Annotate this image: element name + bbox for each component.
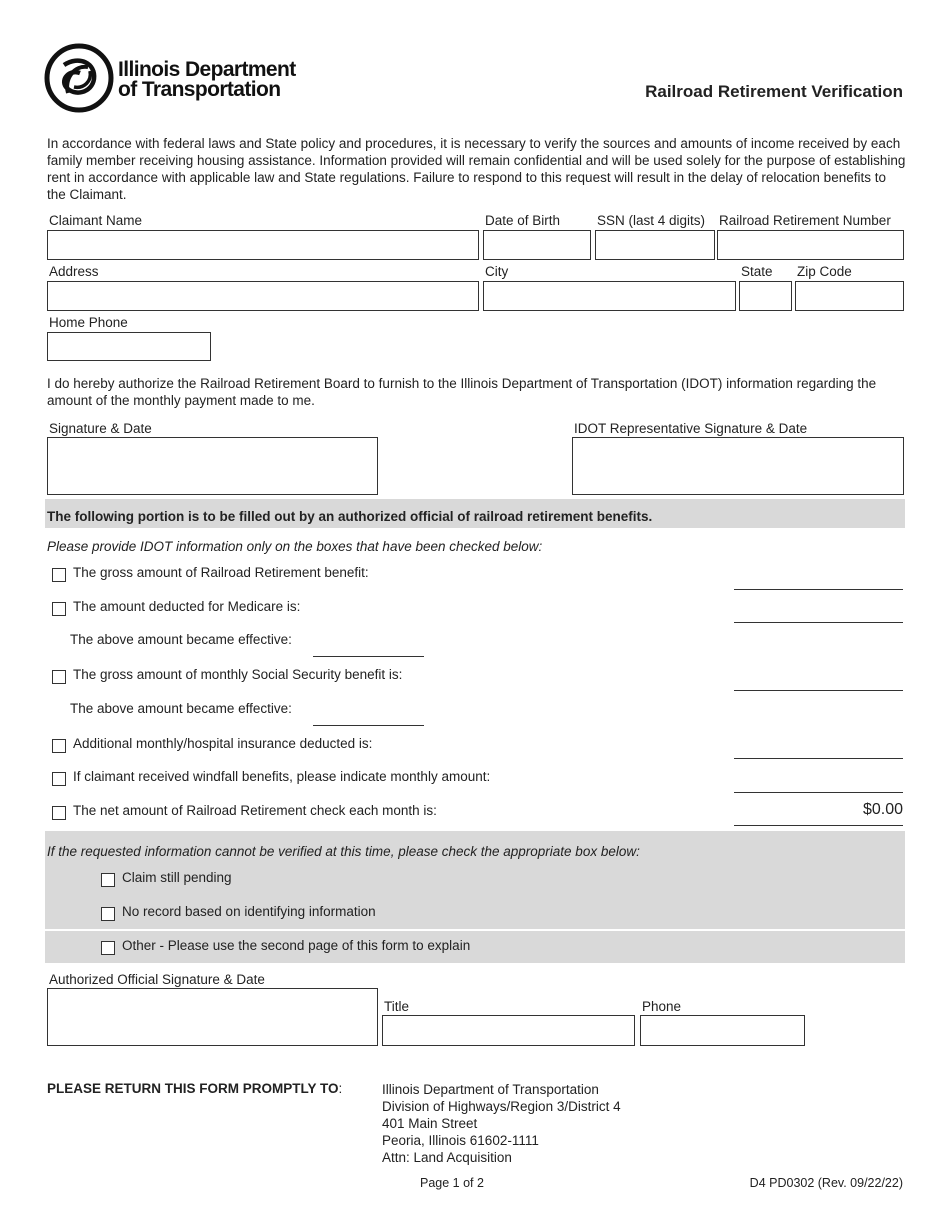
return-line: 401 Main Street — [382, 1116, 478, 1131]
return-label-colon: : — [338, 1081, 343, 1096]
address-field[interactable] — [47, 281, 479, 311]
pending-label: Claim still pending — [122, 870, 232, 885]
form-number: D4 PD0302 (Rev. 09/22/22) — [749, 1176, 903, 1190]
effective2-field[interactable] — [313, 725, 424, 726]
page-number: Page 1 of 2 — [420, 1176, 484, 1190]
return-line: Illinois Department of Transportation — [382, 1082, 599, 1097]
address-label: Address — [49, 264, 99, 279]
rr-number-field[interactable] — [717, 230, 904, 260]
gross-rr-label: The gross amount of Railroad Retirement benefit: — [73, 565, 369, 580]
return-line: Attn: Land Acquisition — [382, 1150, 512, 1165]
official-phone-field[interactable] — [640, 1015, 805, 1046]
gross-ss-checkbox[interactable] — [52, 670, 66, 684]
ssn-label: SSN (last 4 digits) — [597, 213, 706, 228]
state-label: State — [741, 264, 773, 279]
dob-field[interactable] — [483, 230, 591, 260]
insurance-label: Additional monthly/hospital insurance deducted is: — [73, 736, 373, 751]
return-address — [382, 1081, 621, 1166]
home-phone-field[interactable] — [47, 332, 211, 361]
official-phone-label: Phone — [642, 999, 682, 1014]
form-title: Railroad Retirement Verification — [645, 82, 903, 101]
org-name — [118, 60, 296, 100]
pending-checkbox[interactable] — [101, 873, 115, 887]
official-heading: The following portion is to be filled out by an authorized official of railroad retirement benefits. — [47, 509, 653, 524]
zip-field[interactable] — [795, 281, 904, 311]
other-checkbox[interactable] — [101, 941, 115, 955]
rr-number-label: Railroad Retirement Number — [719, 213, 891, 228]
city-label: City — [485, 264, 509, 279]
idot-logo — [44, 43, 114, 113]
effective1-label: The above amount became effective: — [70, 632, 292, 647]
return-label — [47, 1081, 342, 1096]
claimant-signature-field[interactable] — [47, 437, 378, 495]
gross-rr-field[interactable] — [734, 589, 903, 590]
state-field[interactable] — [739, 281, 792, 311]
city-field[interactable] — [483, 281, 736, 311]
insurance-field[interactable] — [734, 758, 903, 759]
other-label: Other - Please use the second page of this form to explain — [122, 938, 471, 953]
gross-rr-checkbox[interactable] — [52, 568, 66, 582]
home-phone-label: Home Phone — [49, 315, 128, 330]
ssn-field[interactable] — [595, 230, 715, 260]
claimant-name-label: Claimant Name — [49, 213, 143, 228]
return-line: Division of Highways/Region 3/District 4 — [382, 1099, 621, 1114]
medicare-label: The amount deducted for Medicare is: — [73, 599, 301, 614]
return-line: Peoria, Illinois 61602-1111 — [382, 1133, 539, 1148]
insurance-checkbox[interactable] — [52, 739, 66, 753]
net-value[interactable]: $0.00 — [862, 801, 903, 818]
no-record-checkbox[interactable] — [101, 907, 115, 921]
gross-ss-field[interactable] — [734, 690, 903, 691]
windfall-label: If claimant received windfall benefits, please indicate monthly amount: — [73, 769, 491, 784]
authorization-text: I do hereby authorize the Railroad Retirement Board to furnish to the Illinois Department of Transportation (IDOT) information regarding the amount of the monthly payment made to me. — [47, 376, 877, 408]
net-checkbox[interactable] — [52, 806, 66, 820]
medicare-checkbox[interactable] — [52, 602, 66, 616]
effective1-field[interactable] — [313, 656, 424, 657]
org-name-line1: Illinois Department — [118, 58, 296, 81]
official-title-label: Title — [384, 999, 410, 1014]
idot-rep-signature-label: IDOT Representative Signature & Date — [574, 421, 808, 436]
return-label-text: PLEASE RETURN THIS FORM PROMPTLY TO — [47, 1081, 339, 1096]
zip-label: Zip Code — [797, 264, 852, 279]
medicare-field[interactable] — [734, 622, 903, 623]
gross-ss-label: The gross amount of monthly Social Security benefit is: — [73, 667, 403, 682]
official-instruction: Please provide IDOT information only on the boxes that have been checked below: — [47, 539, 543, 554]
net-field-underline — [734, 825, 903, 826]
no-record-label: No record based on identifying information — [122, 904, 376, 919]
official-signature-field[interactable] — [47, 988, 378, 1046]
claimant-signature-label: Signature & Date — [49, 421, 152, 436]
dob-label: Date of Birth — [485, 213, 561, 228]
official-signature-label: Authorized Official Signature & Date — [49, 972, 265, 987]
unverified-instruction: If the requested information cannot be verified at this time, please check the appropriate box below: — [47, 844, 640, 859]
official-title-field[interactable] — [382, 1015, 635, 1046]
windfall-checkbox[interactable] — [52, 772, 66, 786]
effective2-label: The above amount became effective: — [70, 701, 292, 716]
net-label: The net amount of Railroad Retirement check each month is: — [73, 803, 437, 818]
claimant-name-field[interactable] — [47, 230, 479, 260]
org-name-line2: of Transportation — [118, 78, 281, 101]
idot-logo-icon — [44, 43, 114, 113]
idot-rep-signature-field[interactable] — [572, 437, 904, 495]
intro-paragraph: In accordance with federal laws and State policy and procedures, it is necessary to verify the sources and amounts of income received by each family member receiving housing assistance. Information provided will remain confidential and will be used solely for the purpose of establishing rent in accordance with applicable law and State regulations. Failure to respond to this request will result in the delay of relocation benefits to the Claimant. — [47, 136, 906, 202]
windfall-field[interactable] — [734, 792, 903, 793]
